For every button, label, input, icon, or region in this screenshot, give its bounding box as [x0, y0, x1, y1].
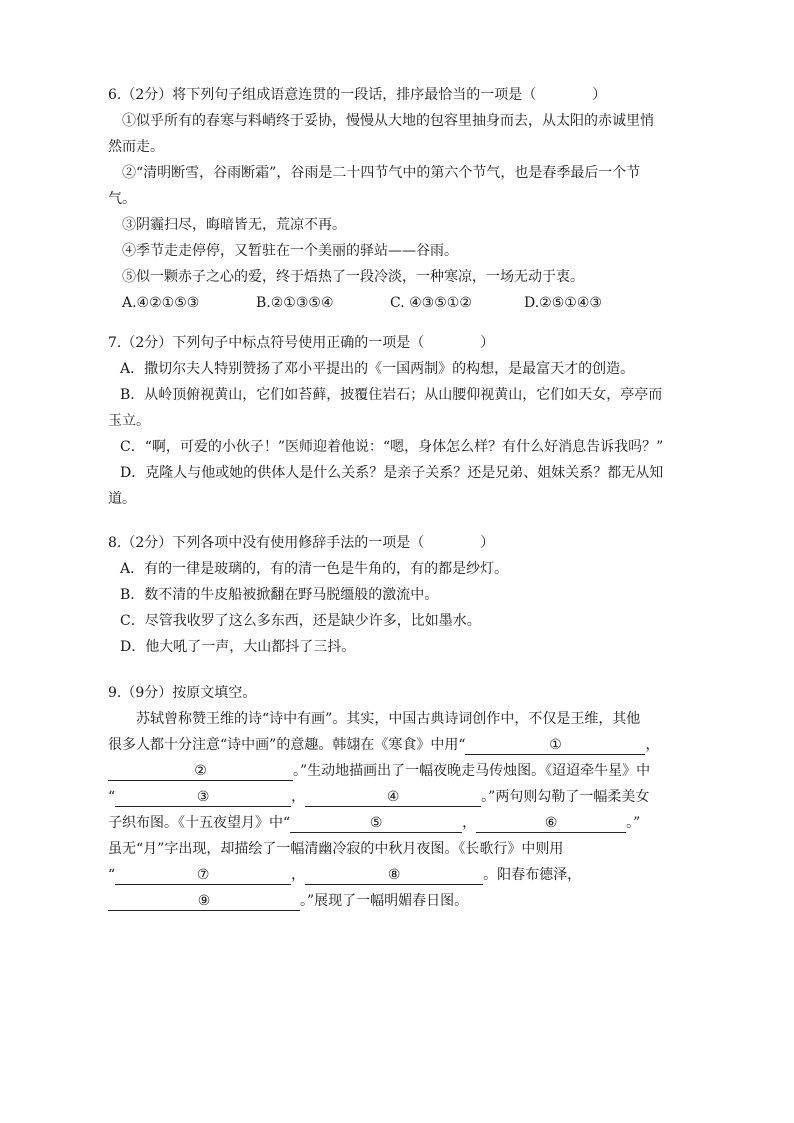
passage-text: 子织布图。《十五夜望月》中“ — [108, 815, 291, 831]
blank-6[interactable]: ⑥ — [476, 812, 626, 833]
passage-text: 。”生动地描画出了一幅夜晚走马传烛图。《迢迢牵牛星》中 — [293, 763, 651, 779]
question-9 — [108, 680, 698, 914]
passage-text: ， — [645, 737, 660, 753]
option-c: C. ④③⑤①② — [390, 295, 472, 311]
passage-line-2 — [108, 732, 698, 758]
passage-line-7 — [108, 862, 698, 888]
option-b: B．从岭顶俯视黄山，它们如苔藓，披覆住岩石；从山腰仰视黄山，它们如天女，亭亭而 — [120, 387, 663, 403]
question-7-stem: 7.（2分）下列句子中标点符号使用正确的一项是（ ） — [108, 335, 495, 351]
option-d-cont: 道。 — [108, 491, 136, 507]
option-d: D．克隆人与他或她的供体人是什么关系？是亲子关系？还是兄弟、姐妹关系？都无从知 — [120, 465, 664, 481]
question-6 — [108, 82, 698, 316]
passage-text: 。阳春布德泽， — [483, 867, 582, 883]
sentence-2-cont: 气。 — [108, 191, 136, 207]
blank-2[interactable]: ② — [108, 760, 293, 781]
passage-text: ， — [291, 789, 306, 805]
blank-9[interactable]: ⑨ — [108, 890, 300, 911]
blank-3[interactable]: ③ — [115, 786, 291, 807]
passage-text: “ — [108, 789, 116, 805]
option-d: D．他大吼了一声，大山都抖了三抖。 — [120, 639, 356, 655]
question-8-stem: 8.（2分）下列各项中没有使用修辞手法的一项是（ ） — [108, 535, 495, 551]
option-a: A．撒切尔夫人特别赞扬了邓小平提出的《一国两制》的构想，是最富天才的创造。 — [120, 361, 635, 377]
blank-5[interactable]: ⑤ — [290, 812, 462, 833]
option-b: B.②①③⑤④ — [256, 295, 334, 311]
passage-text: 。” — [626, 815, 641, 831]
question-7 — [108, 330, 698, 512]
blank-7[interactable]: ⑦ — [115, 864, 291, 885]
sentence-1-cont: 然而走。 — [108, 139, 164, 155]
passage-text: 。”两句则勾勒了一幅柔美女 — [481, 789, 650, 805]
passage-text: 很多人都十分注意“诗中画”的意趣。韩翃在《寒食》中用“ — [108, 737, 466, 753]
sentence-4: ④季节走走停停，又暂驻在一个美丽的驿站——谷雨。 — [122, 243, 458, 259]
passage-line-4 — [108, 784, 698, 810]
option-c: C．“啊，可爱的小伙子！”医师迎着他说：“嗯，身体怎么样？有什么好消息告诉我吗？” — [120, 439, 664, 455]
blank-8[interactable]: ⑧ — [305, 864, 483, 885]
passage-line-1: 苏轼曾称赞王维的诗“诗中有画”。其实，中国古典诗词创作中，不仅是王维，其他 — [136, 711, 641, 727]
passage-text: “ — [108, 867, 116, 883]
question-8 — [108, 530, 698, 660]
question-6-options — [108, 290, 698, 316]
option-d: D.②⑤①④③ — [524, 295, 602, 311]
option-b: B．数不清的牛皮船被掀翻在野马脱缰般的激流中。 — [120, 587, 439, 603]
question-6-stem: 6.（2分）将下列句子组成语意连贯的一段话，排序最恰当的一项是（ ） — [108, 87, 607, 103]
passage-line-3 — [108, 758, 698, 784]
passage-text: 。”展现了一幅明媚春日图。 — [300, 893, 469, 909]
passage-line-6: 虽无“月”字出现，却描绘了一幅清幽冷寂的中秋月夜图。《长歌行》中则用 — [108, 841, 564, 857]
sentence-3: ③阴霾扫尽，晦暗皆无，荒凉不再。 — [122, 217, 346, 233]
passage-text: ， — [462, 815, 477, 831]
option-a: A.④②①⑤③ — [122, 295, 200, 311]
passage-line-5 — [108, 810, 698, 836]
blank-4[interactable]: ④ — [305, 786, 481, 807]
sentence-1: ①似乎所有的春寒与料峭终于妥协，慢慢从大地的包容里抽身而去，从太阳的赤诚里悄 — [122, 113, 654, 129]
question-9-stem: 9.（9分）按原文填空。 — [108, 685, 257, 701]
option-c: C．尽管我收罗了这么多东西，还是缺少许多，比如墨水。 — [120, 613, 481, 629]
sentence-5: ⑤似一颗赤子之心的爱，终于焐热了一段冷淡，一种寒凉，一场无动于衷。 — [122, 269, 584, 285]
blank-1[interactable]: ① — [465, 734, 645, 755]
option-b-cont: 玉立。 — [108, 413, 150, 429]
sentence-2: ②“清明断雪，谷雨断霜”，谷雨是二十四节气中的第六个节气，也是春季最后一个节 — [122, 165, 641, 181]
passage-line-8 — [108, 888, 698, 914]
passage-text: ， — [291, 867, 306, 883]
option-a: A．有的一律是玻璃的，有的清一色是牛角的，有的都是纱灯。 — [120, 561, 509, 577]
